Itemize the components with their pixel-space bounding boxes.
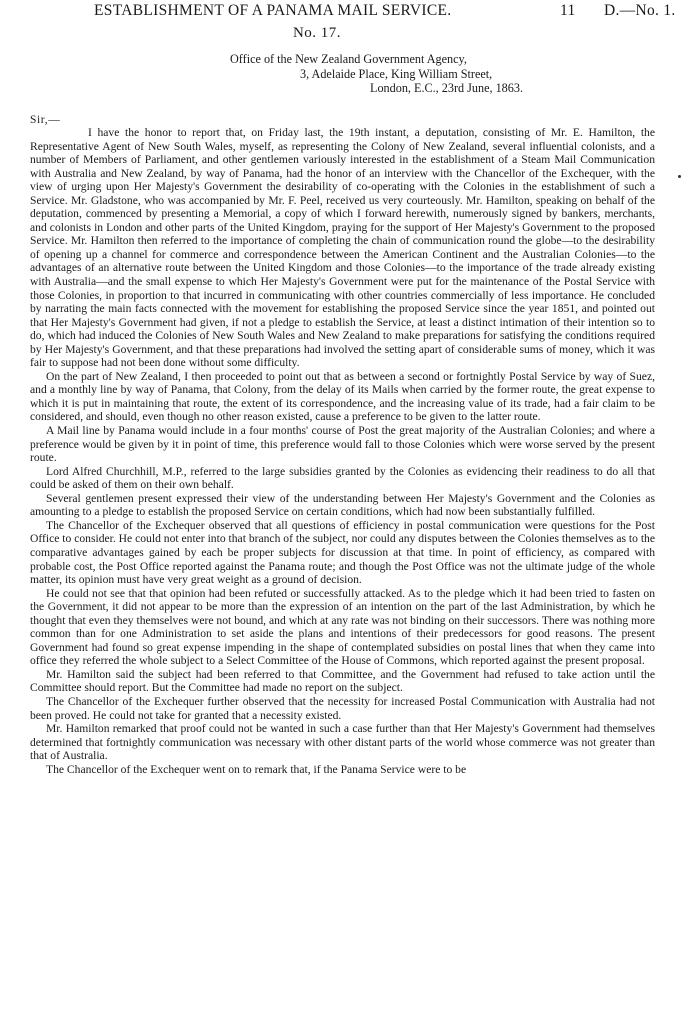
paragraph: He could not see that that opinion had been refuted or successfully attacked. As to the pledge which it had been tried to fasten on the Government, it did not appear to be more than the expression of an intention on the part of the last Administration, by which he thought that even they themselves were not bound, and which at any rate was not binding on their successors. There was nothing more common than for one Administration to set aside the plans and intentions of their predecessors for good reasons. The present Government had found so great expense impending in the shape of contemplated subsidies on postal lines that when they came into office they referred the whole subject to a Select Committee of the House of Commons, which reported against the present proposal. <box>30 586 655 668</box>
document-reference: D.—No. 1. <box>604 2 676 19</box>
document-number: No. 17. <box>292 25 342 41</box>
paragraph: A Mail line by Panama would include in a four months' course of Post the great majority of the Australian Colonies; and where a preference would be given by it in point of time, this preference would fall to those Colonies which were worse served by the present route. <box>30 424 655 465</box>
paragraph: Mr. Hamilton said the subject had been referred to that Committee, and the Government had refused to take action until the Committee should report. But the Committee had made no report on the subject. <box>30 667 655 695</box>
paragraph: I have the honor to report that, on Friday last, the 19th instant, a deputation, consisting of Mr. E. Hamilton, the Representative Agent of New South Wales, myself, as representing the Colony of New Zealand, several influential colonists, and a number of Members of Parliament, and other gentlemen variously interested in the establishment of a Steam Mail Communication with Australia and New Zealand, by way of Panama, had the honor of an interview with the Chancellor of the Exchequer, with the view of urging upon Her Majesty's Government the desirability of co-operating with the Colonies in the establishment of such a Service. Mr. Gladstone, who was accompanied by Mr. F. Peel, received us very courteously. Mr. Hamilton, speaking on behalf of the deputation, commenced by presenting a Memorial, a copy of which I forward herewith, numerously signed by bankers, merchants, and colonists in London and other parts of the United Kingdom, praying for the support of Her Majesty's Government to the proposed Service. Mr. Hamilton then referred to the importance of completing the chain of communication round the globe—to the desirability of opening up a channel for commerce and correspondence between the American Continent and the Australian Colonies—to the advantages of an alternative route between the United Kingdom and those Colonies—to the importance of the trade already existing with Australia—and the small expense to which Her Majesty's Government were put for the maintenance of the Postal Service with those Colonies, in proportion to that incurred in communicating with other countries commercially of less importance. He concluded by narrating the main facts connected with the movement for establishing the proposed Service since the year 1851, and pointed out that Her Majesty's Government had given, if not a pledge to establish the Service, at least a distinct intimation of their intention so to do, which had induced the Colonies of New South Wales and New Zealand to make preparations for satisfying the conditions required by Her Majesty's Government, and that these preparations had involved the setting apart of considerable sums of money, which it was fair to suppose had not been done without some difficulty. <box>30 126 655 370</box>
paragraph: Lord Alfred Churchhill, M.P., referred to the large subsidies granted by the Colonies as evidencing their readiness to do all that could be asked of them on their own behalf. <box>30 464 655 492</box>
running-head-title: ESTABLISHMENT OF A PANAMA MAIL SERVICE. <box>94 2 452 19</box>
margin-mark <box>678 175 681 178</box>
paragraph: The Chancellor of the Exchequer further observed that the necessity for increased Postal Communication with Australia had not been proved. He could not take for granted that a necessity existed. <box>30 694 655 722</box>
letter-body <box>30 126 655 776</box>
page-number: 11 <box>560 2 576 19</box>
paragraph: Several gentlemen present expressed their view of the understanding between Her Majesty's Government and the Colonies as amounting to a pledge to establish the proposed Service on certain conditions, which had now been substantially fulfilled. <box>30 491 655 519</box>
paragraph: The Chancellor of the Exchequer went on to remark that, if the Panama Service were to be <box>46 762 467 776</box>
paragraph: On the part of New Zealand, I then proceeded to point out that as between a second or fortnightly Postal Service by way of Suez, and a monthly line by way of Panama, that Colony, from the delay of its Mails when carried by the former route, the great expense to which it is put in maintaining that route, the extent of its correspondence, and the increasing value of its trade, had a fair claim to be considered, and should, even though no other reason existed, cause a preference to be given to the latter route. <box>30 369 655 424</box>
address-line-3: London, E.C., 23rd June, 1863. <box>370 81 524 95</box>
running-head <box>0 0 700 24</box>
paragraph: Mr. Hamilton remarked that proof could not be wanted in such a case further than that Her Majesty's Government had themselves determined that fortnightly communication was necessary with other distant parts of the world whose commerce was not greater than that of Australia. <box>30 722 655 763</box>
sender-address <box>230 52 650 96</box>
address-line-2: 3, Adelaide Place, King William Street, <box>300 66 493 81</box>
paragraph: The Chancellor of the Exchequer observed that all questions of efficiency in postal communication were questions for the Post Office to consider. He could not enter into that branch of the subject, nor could any disputes between the Colonies themselves as to the comparative advantages gained by each be proper subjects for discussion at that time. In point of efficiency, as compared with probable cost, the Post Office reported against the Panama route; and though the Post Office was not the ultimate judge of the whole matter, its opinion must have very great weight as a ground of decision. <box>30 518 655 587</box>
address-line-1: Office of the New Zealand Government Agency, <box>230 52 467 66</box>
salutation: Sir,— <box>30 114 61 126</box>
